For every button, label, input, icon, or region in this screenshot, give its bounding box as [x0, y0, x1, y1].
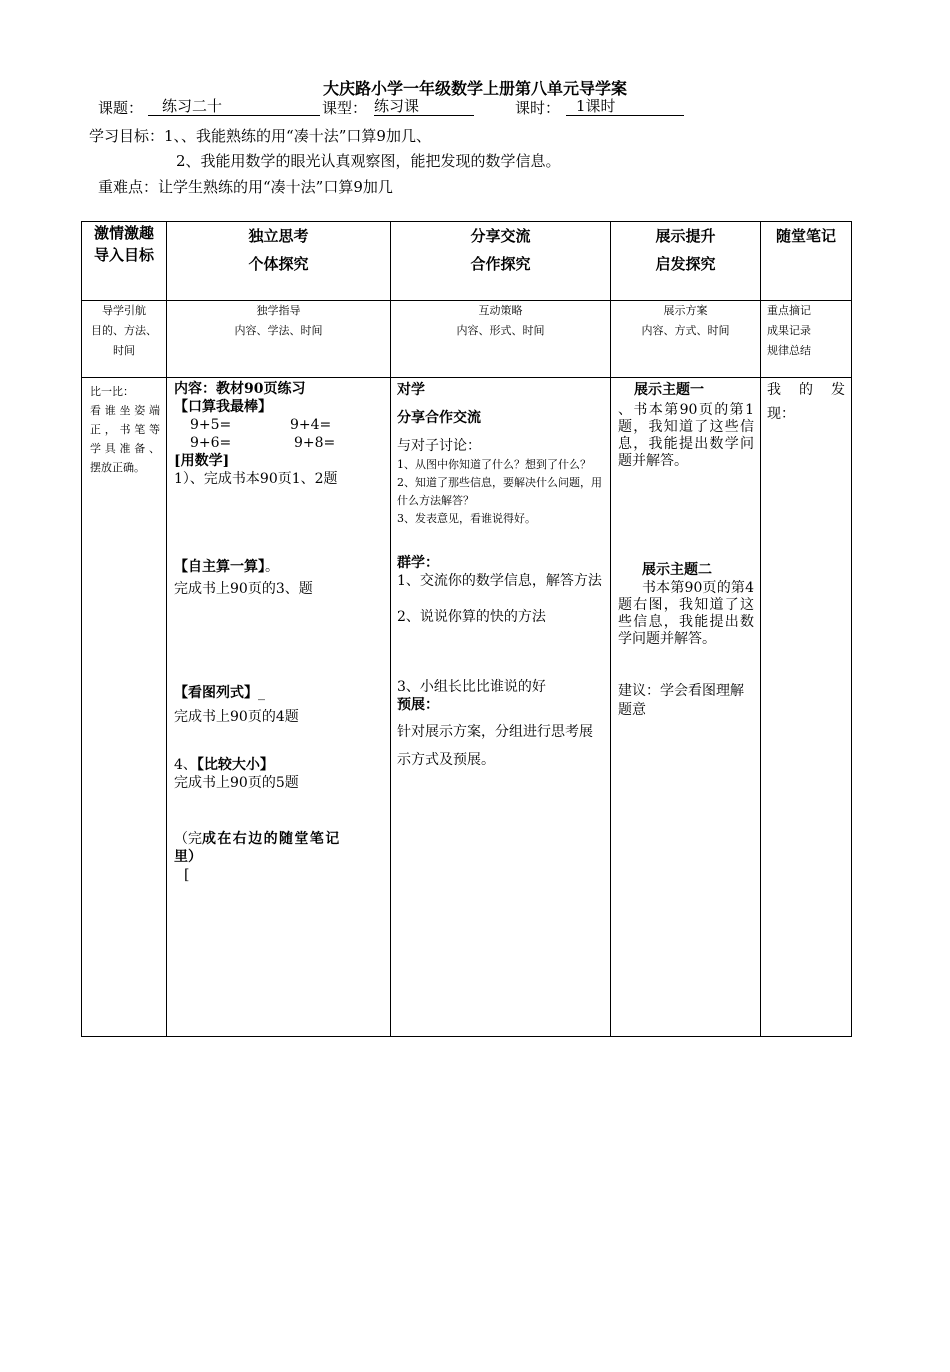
header-cell-2: 独立思考 个体探究 [167, 222, 391, 301]
subheader-cell-2: 独学指导 内容、学法、时间 [167, 301, 391, 378]
topic-field [148, 97, 320, 116]
self-calc-title: 【自主算一算】。 [174, 559, 279, 575]
oral-calc-grid [174, 416, 384, 452]
calc-3: 9+6= [190, 435, 232, 451]
goals-label: 学习目标： [89, 127, 165, 145]
header-cell-4: 展示提升 启发探究 [611, 222, 761, 301]
period-field [566, 97, 684, 116]
compare-text: 完成书上90页的5题 [174, 775, 299, 791]
advice-text: 建议：学会看图理解题意 [618, 683, 744, 718]
pair-discuss-label: 与对子讨论： [397, 438, 481, 454]
preview-text: 针对展示方案，分组进行思考展示方式及预展。 [397, 724, 593, 768]
question-3: 3、发表意见，看谁说得好。 [397, 512, 536, 525]
key-points: 重难点：让学生熟练的用“凑十法”口算9加几 [98, 178, 393, 196]
type-field [374, 97, 474, 116]
header-row [82, 222, 852, 301]
note-instruction-2: 里） [174, 849, 202, 865]
subheader-cell-5: 重点摘记 成果记录 规律总结 [761, 301, 852, 378]
self-calc-text: 完成书上90页的3、题 [174, 581, 313, 597]
picture-equation-title: 【看图列式】_ [174, 685, 265, 701]
header-cell-3: 分享交流 合作探究 [391, 222, 611, 301]
type-value: 练习课 [374, 98, 474, 116]
subheader-row [82, 301, 852, 378]
content-row [82, 378, 852, 1037]
apply-math-text: 1）、完成书本90页1、2题 [174, 471, 338, 487]
open-bracket: [ [184, 867, 190, 883]
group-item-1: 1、交流你的数学信息，解答方法 [397, 573, 602, 589]
header-cell-5: 随堂笔记 [761, 222, 852, 301]
note-instruction: （完成在右边的随堂笔记 [174, 831, 341, 847]
calc-4: 9+8= [294, 435, 336, 451]
subheader-cell-3: 互动策略 内容、形式、时间 [391, 301, 611, 378]
presentation-cell [611, 378, 761, 1037]
theme-1-text: 、书本第90页的第1题，我知道了这些信息，我能提出数学问题并解答。 [618, 402, 754, 469]
page-title: 大庆路小学一年级数学上册第八单元导学案 [322, 79, 627, 98]
goals-line-1 [89, 125, 431, 146]
goal-2: 2、我能用数学的眼光认真观察图，能把发现的数学信息。 [176, 152, 561, 170]
calc-1: 9+5= [190, 417, 232, 433]
theme-1-title: 展示主题一 [634, 382, 704, 398]
header-cell-1: 激情激趣 导入目标 [82, 222, 167, 301]
group-study-title: 群学： [397, 555, 439, 571]
theme-2-text: 书本第90页的第4题右图，我知道了这些信息，我能提出数学问题并解答。 [618, 580, 754, 647]
notes-line-1: 我的发 [767, 382, 845, 398]
apply-math-title: [用数学] [174, 453, 230, 469]
picture-equation-text: 完成书上90页的4题 [174, 709, 299, 725]
preview-title: 预展： [397, 697, 439, 713]
subheader-cell-4: 展示方案 内容、方式、时间 [611, 301, 761, 378]
compare-title: 4、【比较大小】 [174, 757, 274, 773]
pair-study-title: 对学 [397, 382, 425, 398]
topic-label: 课题： [98, 99, 144, 117]
group-item-3: 3、小组长比比谁说的好 [397, 679, 546, 695]
type-label: 课型： [322, 99, 368, 117]
theme-2-title: 展示主题二 [642, 562, 712, 578]
goal-1: 1、、我能熟练的用“凑十法”口算9加几、 [164, 127, 431, 145]
period-label: 课时： [515, 99, 561, 117]
subheader-cell-1: 导学引航 目的、方法、 时间 [82, 301, 167, 378]
topic-value: 练习二十 [148, 98, 320, 116]
calc-2: 9+4= [290, 417, 332, 433]
cooperative-cell [391, 378, 611, 1037]
warmup-cell: 比一比： 看谁坐姿端 正，书笔等 学具准备、 摆放正确。 [82, 378, 167, 1037]
period-value: 1课时 [566, 98, 684, 116]
question-1: 1、从图中你知道了什么？想到了什么？ [397, 458, 591, 471]
content-line: 内容：教材90页练习 [174, 381, 306, 397]
notes-cell [761, 378, 852, 1037]
lesson-plan-table [81, 221, 852, 1037]
notes-line-2: 现： [767, 406, 795, 422]
group-item-2: 2、说说你算的快的方法 [397, 609, 546, 625]
oral-calc-title: 【口算我最棒】 [174, 399, 272, 415]
share-title: 分享合作交流 [397, 410, 481, 426]
question-2: 2、知道了那些信息，要解决什么问题，用什么方法解答？ [397, 476, 602, 507]
independent-study-cell [167, 378, 391, 1037]
